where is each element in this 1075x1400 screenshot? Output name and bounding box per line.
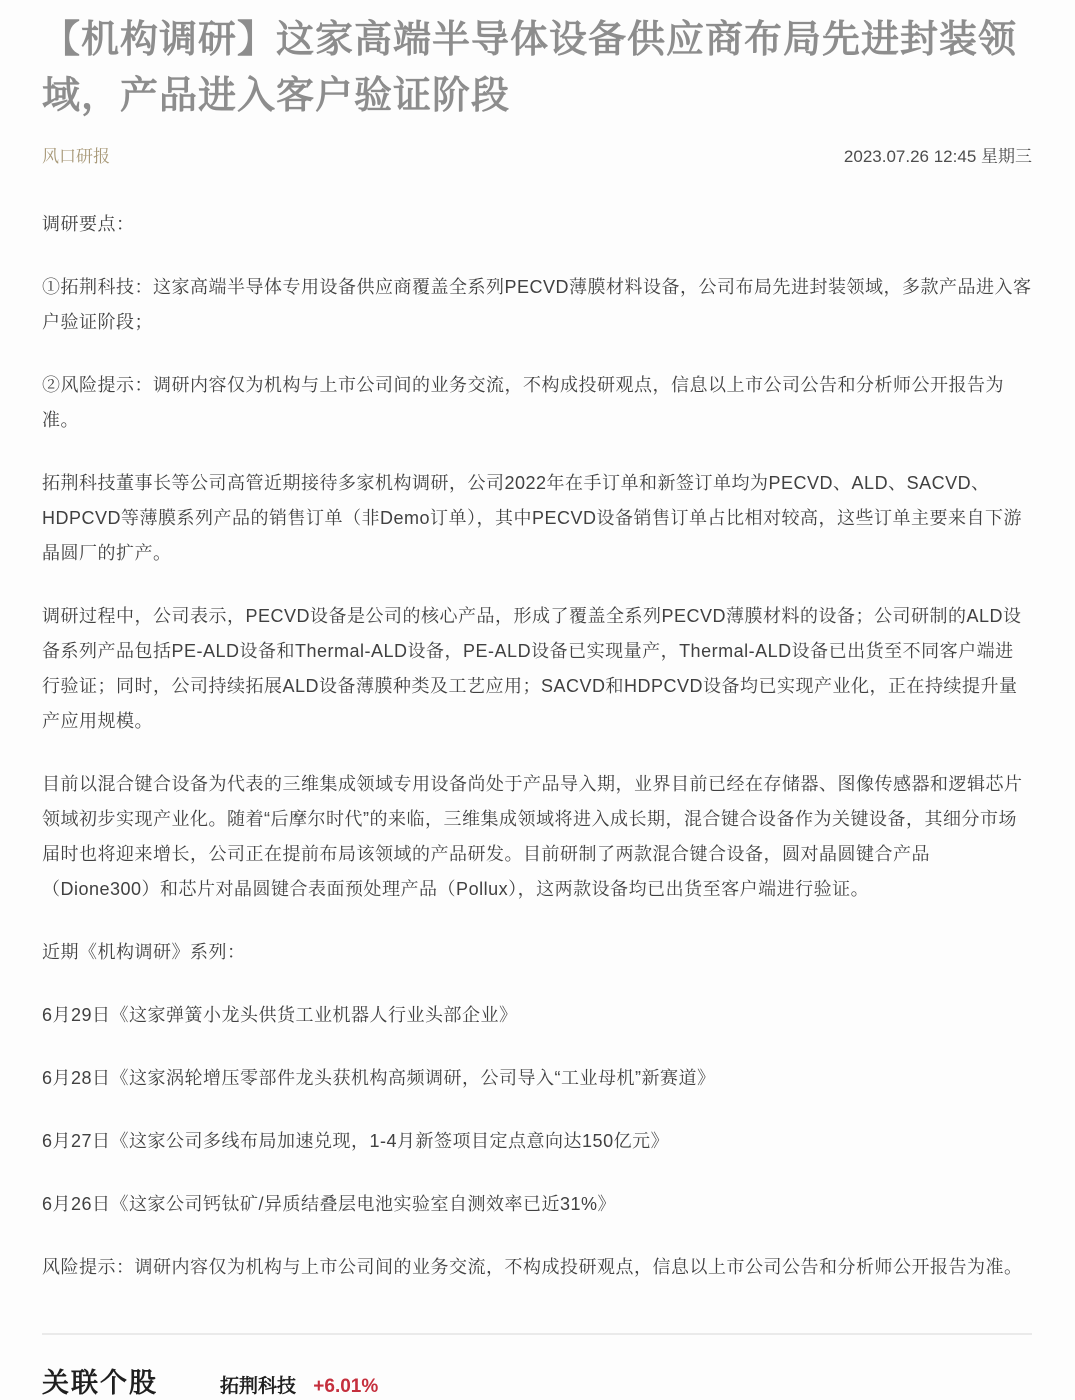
series-item-0627: 6月27日《这家公司多线布局加速兑现，1-4月新签项目定点意向达150亿元》 (42, 1131, 670, 1151)
paragraph-hybrid-bonding: 目前以混合键合设备为代表的三维集成领域专用设备尚处于产品导入期，业界目前已经在存储器、图像传感器和逻辑芯片领域初步实现产业化。随着“后摩尔时代”的来临，三维集成领域将进入成长期，混合键合设备作为关键设备，其细分市场届时也将迎来增长，公司正在提前布局该领域的产品研发。目前研制了两款混合键合设备，圆对晶圆键合产品（Dione300）和芯片对晶圆键合表面预处理产品（Pollux），这两款设备均已出货至客户端进行验证。 (42, 774, 1023, 899)
related-stock-item[interactable] (220, 1371, 378, 1398)
paragraph-point-2: ②风险提示：调研内容仅为机构与上市公司间的业务交流，不构成投研观点，信息以上市公司公告和分析师公开报告为准。 (42, 375, 1004, 430)
publish-datetime: 2023.07.26 12:45 星期三 (843, 147, 1032, 166)
paragraph-point-1: ①拓荆科技：这家高端半导体专用设备供应商覆盖全系列PECVD薄膜材料设备，公司布局先进封装领域，多款产品进入客户验证阶段； (42, 277, 1032, 332)
paragraph-orders: 拓荆科技董事长等公司高管近期接待多家机构调研，公司2022年在手订单和新签订单均为PECVD、ALD、SACVD、HDPCVD等薄膜系列产品的销售订单（非Demo订单），其中PECVD设备销售订单占比相对较高，这些订单主要来自下游晶圆厂的扩产。 (42, 473, 1023, 563)
paragraph-series-heading: 近期《机构调研》系列： (42, 942, 246, 962)
stock-change[interactable]: +6.01% (313, 1376, 379, 1397)
source-label: 风口研报 (42, 147, 110, 166)
paragraph-products: 调研过程中，公司表示，PECVD设备是公司的核心产品，形成了覆盖全系列PECVD薄膜材料的设备；公司研制的ALD设备系列产品包括PE-ALD设备和Thermal-ALD设备，PE-ALD设备已实现量产，Thermal-ALD设备已出货至不同客户端进行验证；同时，公司持续拓展ALD设备薄膜种类及工艺应用；SACVD和HDPCVD设备均已实现产业化，正在持续提升量产应用规模。 (42, 606, 1022, 731)
page-title: 【机构调研】这家高端半导体设备供应商布局先进封装领域，产品进入客户验证阶段 (42, 19, 1018, 117)
paragraph-summary-heading: 调研要点： (42, 214, 135, 234)
article-page (0, 12, 1075, 1398)
series-item-0626: 6月26日《这家公司钙钛矿/异质结叠层电池实验室自测效率已近31%》 (42, 1194, 617, 1214)
article-meta (42, 146, 1032, 168)
related-stocks-section (42, 1361, 1032, 1400)
article-body (42, 207, 1032, 1285)
related-stocks-heading: 关联个股 (42, 1368, 158, 1398)
series-item-0628: 6月28日《这家涡轮增压零部件龙头获机构高频调研，公司导入“工业母机”新赛道》 (42, 1068, 716, 1088)
series-item-0629: 6月29日《这家弹簧小龙头供货工业机器人行业头部企业》 (42, 1005, 518, 1025)
section-divider (42, 1333, 1032, 1335)
paragraph-risk-notice: 风险提示：调研内容仅为机构与上市公司间的业务交流，不构成投研观点，信息以上市公司公告和分析师公开报告为准。 (42, 1257, 1023, 1277)
stock-name[interactable]: 拓荆科技 (220, 1376, 297, 1397)
